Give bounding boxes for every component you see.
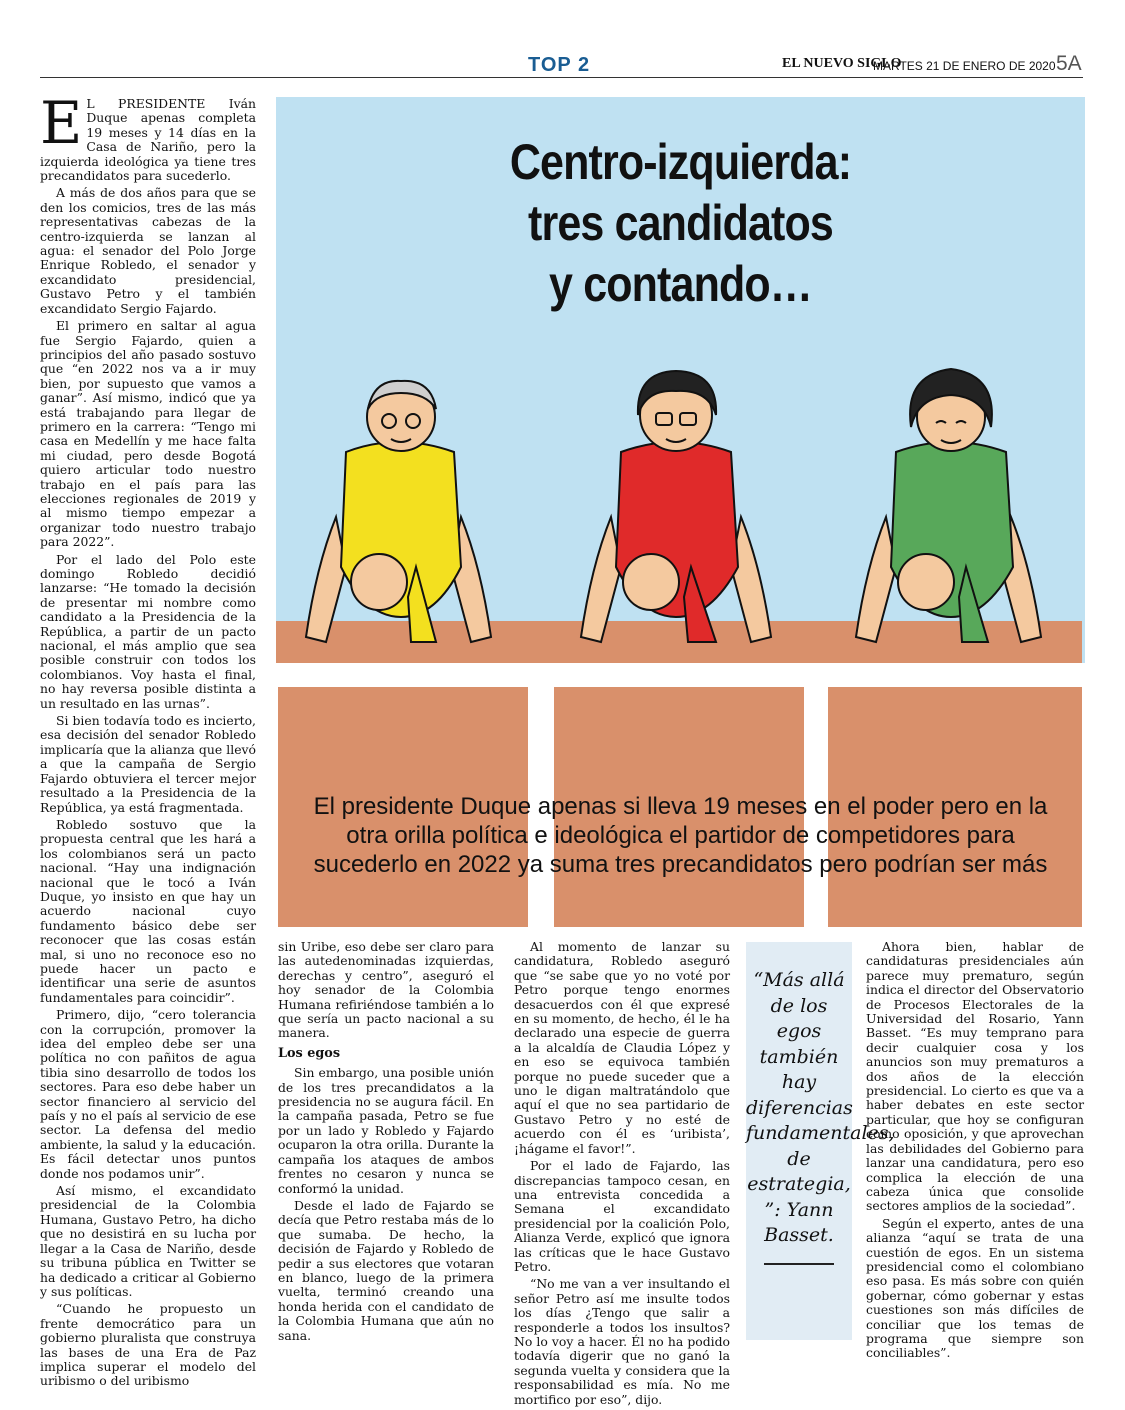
subheadline: El presidente Duque apenas si lleva 19 meses en el poder pero en la otra orilla política e ideológica el partidor de competidores para sucederlo en 2022 ya suma tres precandidatos pero podrían ser más [313,793,1048,878]
article-column-3 [514,940,730,1410]
paragraph: Así mismo, el excandidato presidencial de la Colombia Humana, Gustavo Petro, ha dicho que no desistirá en su lucha por llegar a la Casa de Nariño, desde su tribuna pública en Twitter se ha dedicado a criticar al Gobierno y sus políticas. [40,1183,256,1299]
paragraph: E L PRESIDENTE Iván Duque apenas completa 19 meses y 14 días en la Casa de Nariño, pero la izquierda ideológica ya tiene tres precandidatos para sucederlo. [40,89,256,184]
pull-quote [746,942,895,1340]
pull-quote-rule [764,1263,834,1265]
paragraph: “Cuando he propuesto un frente democrático para un gobierno pluralista que construya las bases de una Era de Paz implica superar el modelo del uribismo o del uribismo [40,1301,256,1389]
page-number: 5A [1056,52,1082,75]
paragraph: Por el lado del Polo este domingo Robledo decidió lanzarse: “He tomado la decisión de presentar mi nombre como candidato a la Presidencia de la República, a partir de un pacto nacional, el más amplio que sea posible construir con todos los colombianos. Voy hasta el final, no hay reversa posible distinta a un resultado en las urnas”. [40,551,256,711]
paragraph: Robledo sostuvo que la propuesta central que les hará a los colombianos será un pacto nacional. “Hay una indignación nacional que le tocó a Iván Duque, yo insisto en que hay un acuerdo nacional cuyo fundamento básico debe ser reconocer que las cosas están mal, si uno no reconoce eso no puede hacer un pacto e identificar una serie de asuntos fundamentales para coincidir”. [40,816,256,1005]
header-rule [40,77,1083,78]
paragraph: El primero en saltar al agua fue Sergio Fajardo, quien a principios del año pasado sostuvo que “en 2022 nos va a ir muy bien, por supuesto que vamos a ganar”. Así mismo, indicó que ya está trabajando para llegar de primero en la carrera: “Tengo mi casa en Medellín y me hace falta mi ciudad, pero desde Bogotá quiero articular todo nuestro trabajo en el país para las elecciones regionales de 2019 y al mismo tiempo empezar a organizar todo nuestro trabajo para 2022”. [40,318,256,550]
paragraph: A más de dos años para que se den los comicios, tres de las más representativas cabezas de la centro-izquierda se lanzan al agua: el senador del Polo Jorge Enrique Robledo, el senador y excandidato presidencial, Gustavo Petro y el también excandidato Sergio Fajardo. [40,185,256,316]
pull-quote-text: “Más allá de los egos también hay diferencias fundamentales, de estrategia, ”: Yann Basset. [746,969,895,1246]
section-label: TOP 2 [528,54,591,76]
paragraph: sin Uribe, eso debe ser claro para las autedenominadas izquierdas, derechas y centro”, aseguró el hoy senador de la Colombia Humana refiriéndose también a lo que sería un pacto nacional a su manera. [278,939,494,1041]
paragraph: Sin embargo, una posible unión de los tres precandidatos a la presidencia no se augura fácil. En la campaña pasada, Petro se fue por un lado y Robledo y Fajardo ocuparon la otra orilla. Durante la campaña los ataques de ambos frentes no cesaron y nunca se conformó la unidad. [278,1065,494,1196]
headline-line-2: tres candidatos [528,195,833,251]
drop-cap: E [40,89,83,157]
paragraph: Primero, dijo, “cero tolerancia con la corrupción, promover la idea del empleo debe ser una política no con pañitos de agua tibia sino desarrollo de todos los sectores. Para eso debe haber un sector financiero al servicio del país y no el país al servicio de ese sector. La defensa del medio ambiente, la salud y la educación. Es fácil detectar unos puntos donde nos podamos unir”. [40,1007,256,1181]
headline-line-1: Centro-izquierda: [509,134,852,190]
paragraph: Ahora bien, hablar de candidaturas presidenciales aún parece muy prematuro, según indica el director del Observatorio de Procesos Electorales de la Universidad del Rosario, Yann Basset. “Es muy temprano para decir cualquier cosa y los anuncios son muy prematuros a dos años de la elección presidencial. Lo cierto es que va a haber debates en este sector particular, que hoy se configuran como oposición, y que aprovechan las debilidades del Gobierno para lanzar una candidatura, pero eso complica la elección de una cabeza única que consolide sectores amplios de la sociedad”. [866,939,1084,1214]
issue-date: MARTES 21 DE ENERO DE 2020 [873,59,1056,73]
paragraph: Desde el lado de Fajardo se decía que Petro restaba más de lo que sumaba. De hecho, la decisión de Fajardo y Robledo de pedir a sus electores que votaran en blanco, luego de la primera vuelta, terminó creando una honda herida con el candidato de la Colombia Humana que aún no sana. [278,1197,494,1343]
paragraph: Según el experto, antes de una alianza “aquí se trata de una cuestión de egos. En un sistema presidencial como el colombiano eso pasa. Es más sobre con quién gobernar, cómo gobernar y estas cuestiones son más difíciles de conciliar que los temas de programa que siempre son conciliables”. [866,1215,1084,1361]
headline-line-3: y contando… [549,256,812,312]
headline [333,132,1029,315]
paragraph: Al momento de lanzar su candidatura, Robledo aseguró que “se sabe que yo no voté por Petro porque tengo enormes desacuerdos con él que expresé en su momento, de hecho, él le ha declarado una especie de guerra a la alcaldía de Claudia López y en eso se equivoca también porque no puede suceder que a uno le digan maltratándolo que aquí el que no sea partidario de Gustavo Petro y no esté de acuerdo con él es ‘uribista’, ¡hágame el favor!”. [514,939,730,1156]
article-column-5 [866,940,1084,1364]
article-column-1 [40,89,256,1392]
paragraph: Si bien todavía todo es incierto, esa decisión del senador Robledo implicaría que la alianza que llevó a que la campaña de Sergio Fajardo obtuviera el tercer mejor resultado a la Presidencia de la República, ya está fragmentada. [40,713,256,815]
paragraph: “No me van a ver insultando el señor Petro así me insulte todos los días ¿Tengo que salir a responderle a todos los insultos? No lo voy a hacer. Él no ha podido todavía digerir que no ganó la segunda vuelta y considera que la responsabilidad es mía. No me mortifico por eso”, dijo. [514,1276,730,1407]
section-heading: Los egos [278,1045,341,1061]
article-column-2 [278,940,494,1346]
newspaper-name: EL NUEVO SIGLO [782,56,902,71]
paragraph: Por el lado de Fajardo, las discrepancias tampoco cesan, en una entrevista concedida a Semana el excandidato presidencial por la coalición Polo, Alianza Verde, explicó que ignora las críticas que le hace Gustavo Petro. [514,1158,730,1274]
